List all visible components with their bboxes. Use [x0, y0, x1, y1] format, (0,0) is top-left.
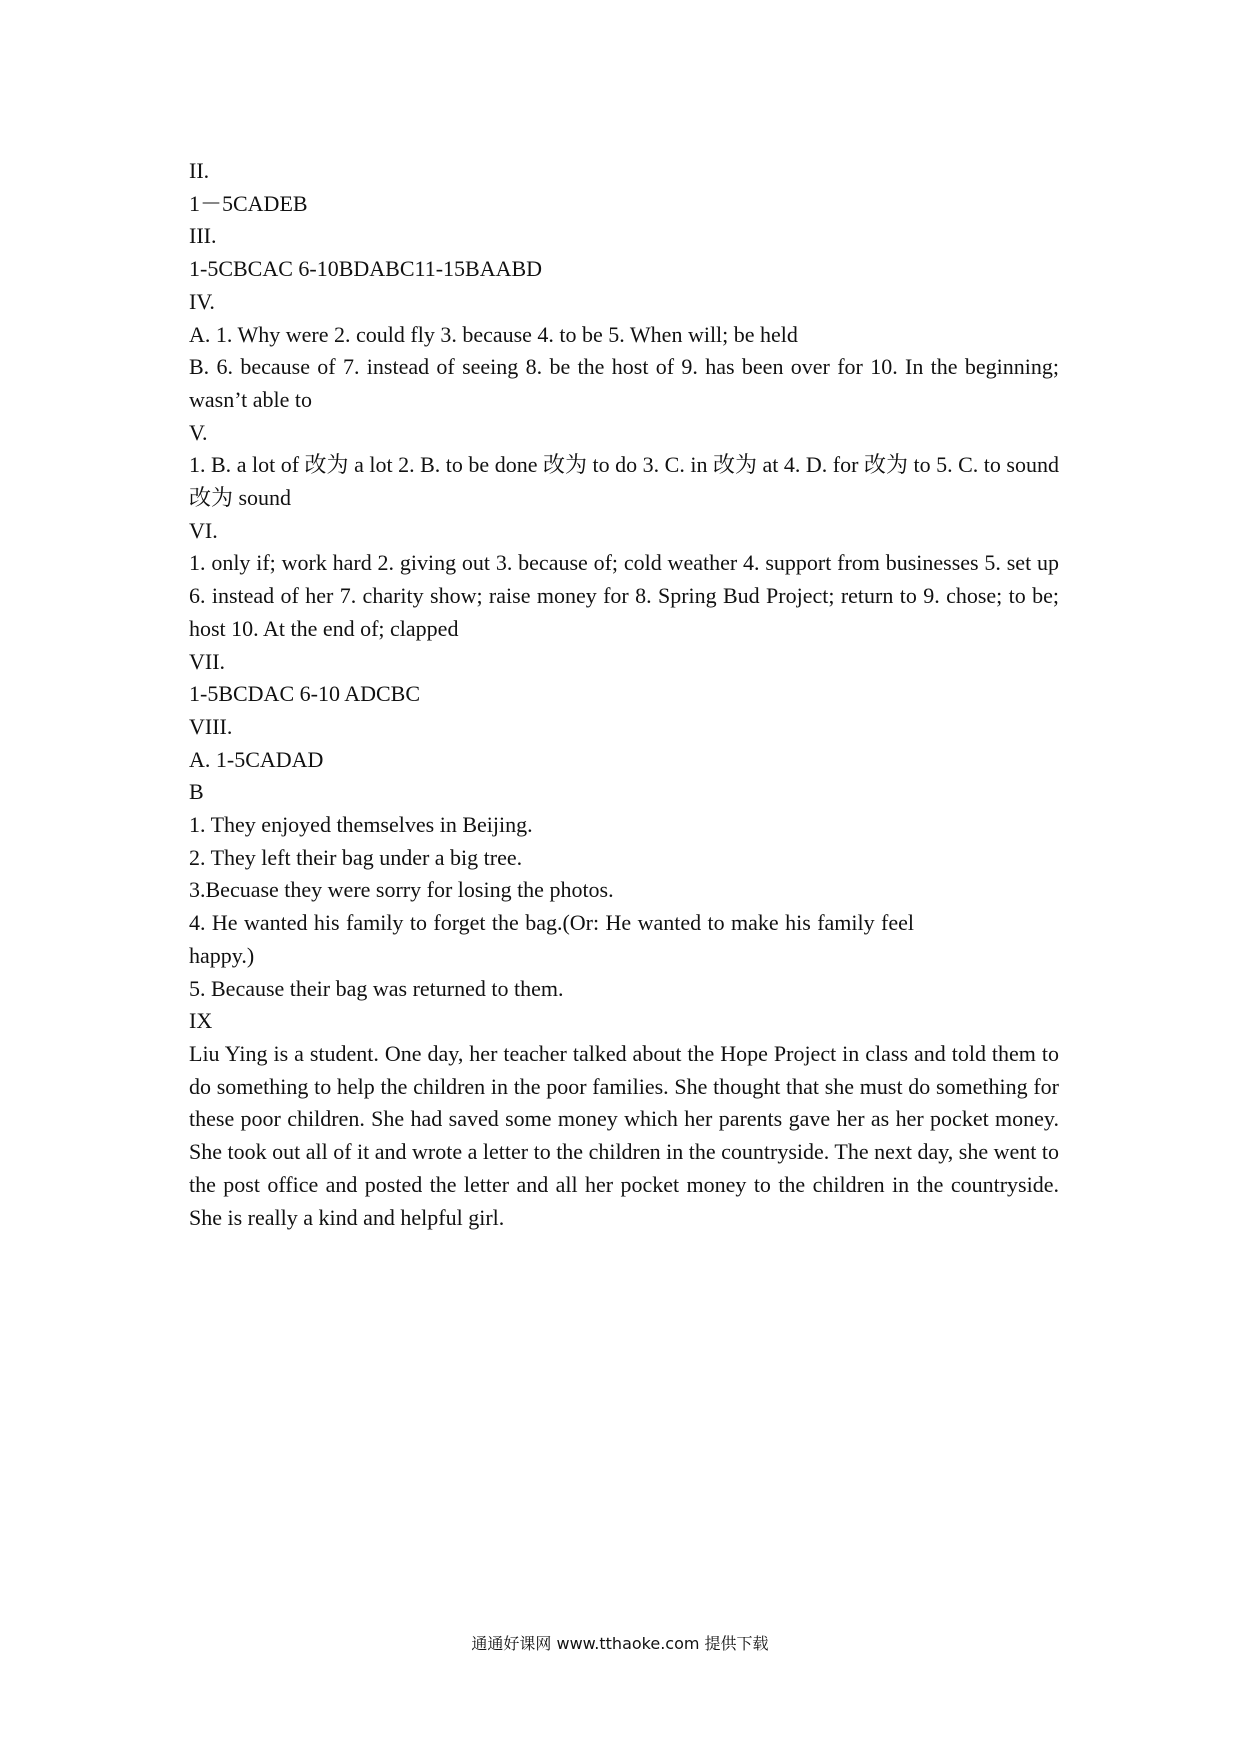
answer-line: A. 1-5CADAD [189, 746, 324, 772]
section-heading: V. [189, 419, 208, 445]
section-heading: VIII. [189, 713, 233, 739]
answer-line: 3.Becuase they were sorry for losing the photos. [189, 877, 614, 903]
answer-line: 5. Because their bag was returned to them. [189, 975, 564, 1001]
answer-line: 2. They left their bag under a big tree. [189, 844, 523, 870]
answer-paragraph: 4. He wanted his family to forget the bag.(Or: He wanted to make his family feel happy.) [189, 910, 914, 968]
answer-line: 1-5BCDAC 6-10 ADCBC [189, 681, 421, 707]
answer-line: B [189, 779, 204, 805]
section-heading: VI. [189, 517, 218, 543]
section-heading: II. [189, 158, 210, 183]
section-heading: III. [189, 223, 217, 249]
page-footer: 通通好课网 www.tthaoke.com 提供下载 [471, 1634, 769, 1653]
answer-line: 1－5CADEB [189, 190, 308, 216]
answer-paragraph: 1. only if; work hard 2. giving out 3. because of; cold weather 4. support from businesses 5. set up 6. instead of her 7. charity show; raise money for 8. Spring Bud Project; return to 9. chose; to be; host 10. At the end of; clapped [189, 550, 1059, 641]
section-heading: IV. [189, 288, 215, 314]
answer-paragraph: B. 6. because of 7. instead of seeing 8. be the host of 9. has been over for 10. In the beginning; wasn’t able to [189, 354, 1059, 412]
section-heading: VII. [189, 648, 226, 674]
answer-paragraph: 1. B. a lot of 改为 a lot 2. B. to be done 改为 to do 3. C. in 改为 at 4. D. for 改为 to 5. C. to sound 改为 sound [189, 452, 1059, 511]
section-heading: IX [189, 1008, 213, 1034]
answer-line: 1-5CBCAC 6-10BDABC11-15BAABD [189, 256, 543, 282]
essay-paragraph: Liu Ying is a student. One day, her teacher talked about the Hope Project in class and told them to do something to help the children in the poor families. She thought that she must do something for these poor children. She had saved some money which her parents gave her as her pocket money. She took out all of it and wrote a letter to the children in the countryside. The next day, she went to the post office and posted the letter and all her pocket money to the children in the countryside. She is really a kind and helpful girl. [189, 1040, 1059, 1230]
answer-key-document [189, 155, 1059, 1234]
answer-line: A. 1. Why were 2. could fly 3. because 4. to be 5. When will; be held [189, 321, 798, 347]
answer-line: 1. They enjoyed themselves in Beijing. [189, 812, 533, 838]
